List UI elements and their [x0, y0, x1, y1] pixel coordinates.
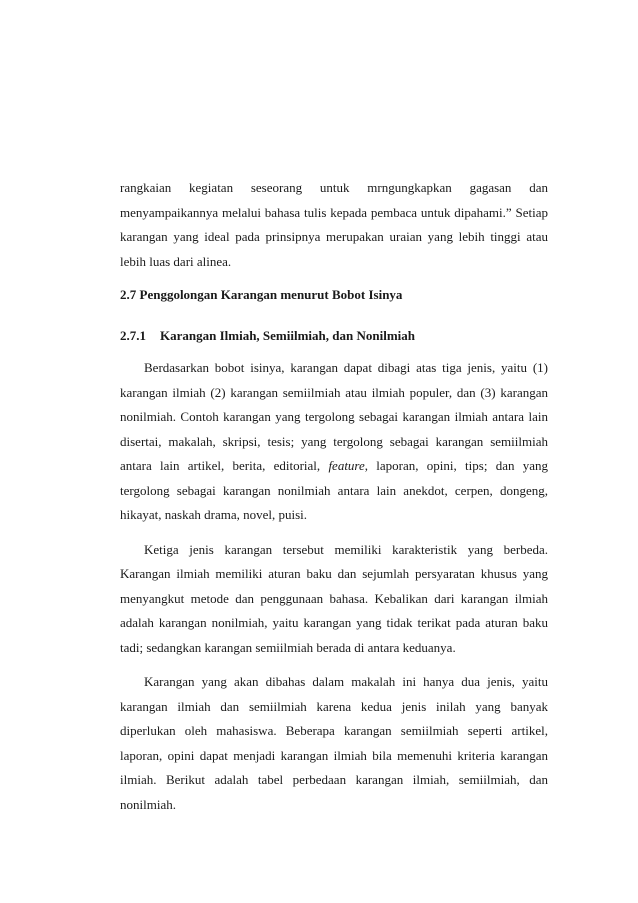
continuation-first-line: rangkaian kegiatan seseorang untuk mrngungkapkan gagasan dan [120, 180, 548, 195]
continuation-rest-text: menyampaikannya melalui bahasa tulis kepada pembaca untuk dipahami.” Setiap karangan yang ideal pada prinsipnya merupakan uraian yang lebih tinggi atau lebih luas dari alinea. [120, 204, 548, 269]
paragraph-1-text-start: Berdasarkan bobot isinya, karangan dapat dibagi atas tiga jenis, yaitu (1) karangan ilmiah (2) karangan semiilmiah atau ilmiah populer, dan (3) karangan nonilmiah. Contoh karangan yang tergolong sebagai karangan ilmiah antara lain disertai, makalah, skripsi, tesis; yang tergolong sebagai karangan semiilmiah antara lain artikel, berita, editorial, [120, 360, 548, 473]
section-heading: 2.7 Penggolongan Karangan menurut Bobot Isinya [120, 287, 403, 302]
body-paragraph-2: Ketiga jenis karangan tersebut memiliki karakteristik yang berbeda. Karangan ilmiah memiliki aturan baku dan sejumlah persyaratan khusus yang menyangkut metode dan penggunaan bahasa. Kebalikan dari karangan ilmiah adalah karangan nonilmiah, yaitu karangan yang tidak terikat pada aturan baku tadi; sedangkan karangan semiilmiah berada di antara keduanya. [120, 541, 548, 655]
paragraph-1-text-end: , laporan, opini, tips; dan yang tergolong sebagai karangan nonilmiah antara lain anekdot, cerpen, dongeng, hikayat, naskah drama, novel, puisi. [120, 458, 548, 522]
subsection-heading [120, 324, 548, 349]
body-paragraph-3: Karangan yang akan dibahas dalam makalah ini hanya dua jenis, yaitu karangan ilmiah dan semiilmiah karena kedua jenis inilah yang banyak diperlukan oleh mahasiswa. Beberapa karangan semiilmiah seperti artikel, laporan, opini dapat menjadi karangan ilmiah bila memenuhi kriteria karangan ilmiah. Berikut adalah tabel perbedaan karangan ilmiah, semiilmiah, dan nonilmiah. [120, 674, 548, 812]
subsection-number: 2.7.1 [120, 327, 146, 343]
body-paragraph-1 [120, 356, 548, 528]
paragraph-1-italic-term: feature [328, 458, 365, 473]
page-content [120, 176, 548, 817]
continuation-paragraph [120, 176, 548, 274]
subsection-title: Karangan Ilmiah, Semiilmiah, dan Nonilmiah [160, 327, 415, 343]
